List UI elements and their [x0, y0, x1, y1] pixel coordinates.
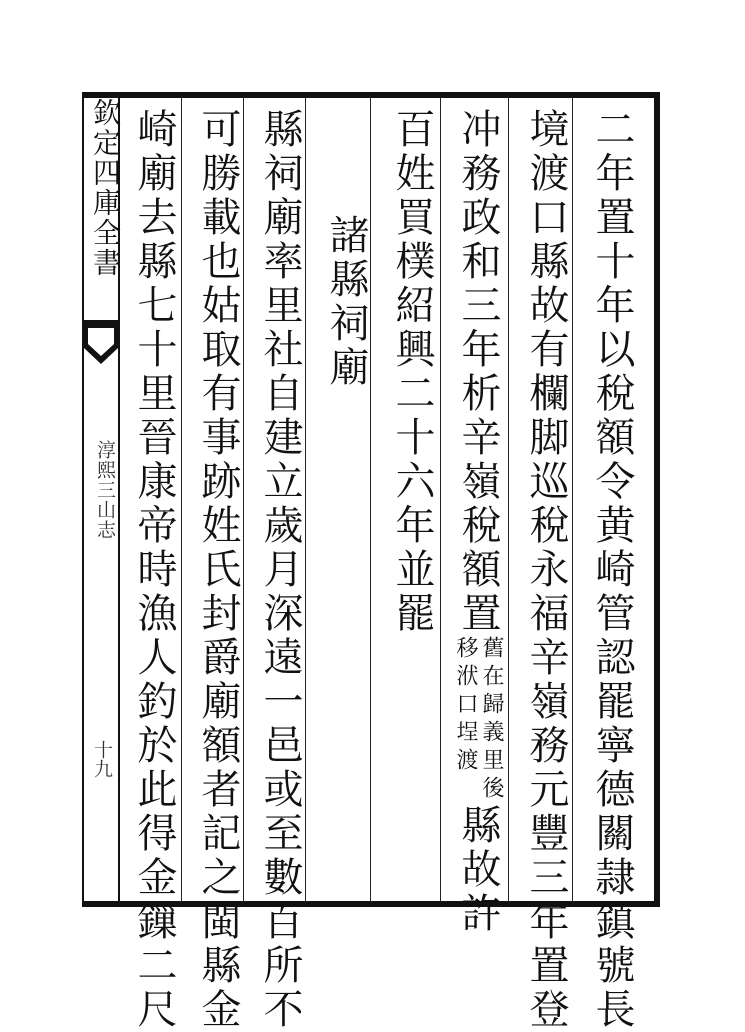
column-rule	[181, 98, 182, 901]
book-title: 欽定四庫全書	[89, 98, 122, 278]
interlinear-note	[452, 636, 504, 804]
column-rule	[440, 98, 441, 901]
text-column-6: 縣祠廟率里社自建立歲月深遠一邑或至數百所不	[257, 108, 303, 1032]
fishtail-mark	[82, 318, 120, 368]
column-rule	[508, 98, 509, 901]
volume-name: 淳熙三山志	[94, 440, 116, 540]
page-number: 十九	[91, 740, 113, 778]
text-column-8: 崎廟去縣七十里晉康帝時漁人釣於此得金鏁二尺	[131, 108, 177, 1032]
text-column-7: 可勝載也姑取有事跡姓氏封爵廟額者記之閩縣金	[195, 108, 241, 1032]
column-3-main: 冲務政和三年析辛嶺稅額置	[455, 108, 501, 636]
text-column-3	[452, 108, 504, 936]
column-rule	[572, 98, 573, 901]
text-column-1: 二年置十年以稅額令黄崎管認罷寧德關隷鎮號長	[589, 108, 635, 1032]
text-column-4: 百姓買樸紹興二十六年並罷	[389, 108, 435, 636]
section-heading: 諸縣祠廟	[323, 214, 369, 390]
note-left-line: 移洑口埕渡	[453, 636, 478, 776]
text-column-2: 境渡口縣故有欄脚巡稅永福辛嶺務元豐三年置登	[523, 108, 569, 1032]
column-3-tail: 縣故許	[455, 804, 501, 936]
note-right-line: 舊在歸義里後	[479, 636, 504, 804]
